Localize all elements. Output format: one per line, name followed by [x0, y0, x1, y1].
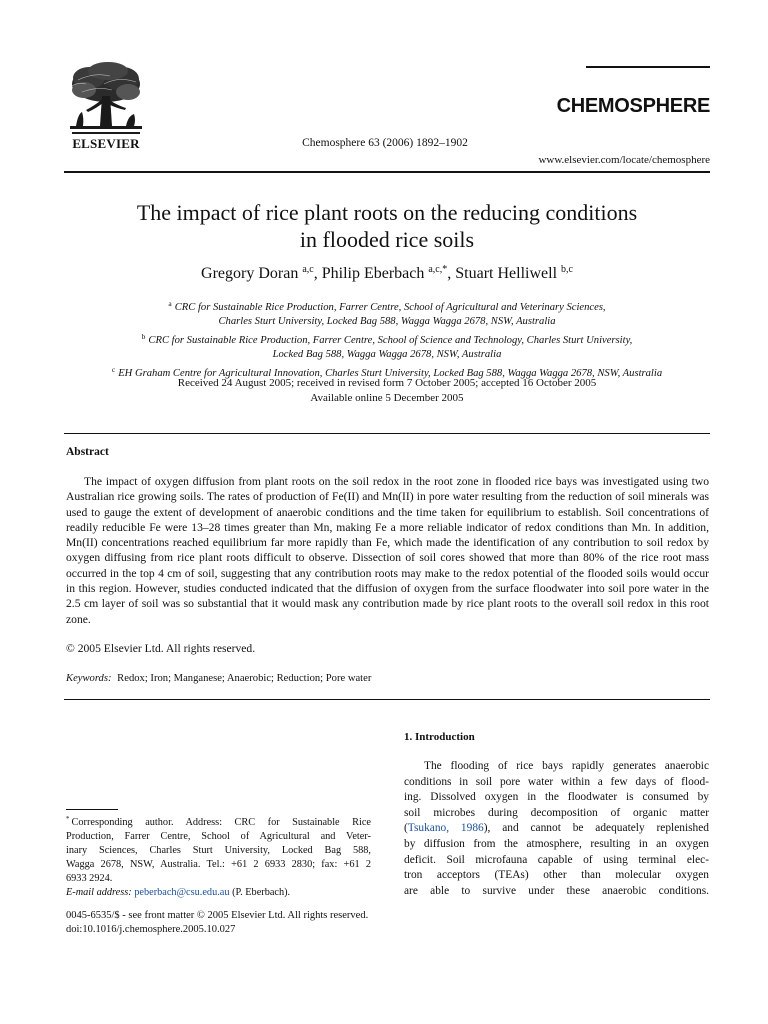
- affiliation-line: [40, 297, 734, 315]
- author-name: Philip Eberbach: [321, 265, 425, 282]
- author-list: [64, 264, 710, 283]
- issn-line: 0045-6535/$ - see front matter © 2005 Elsevier Ltd. All rights reserved.: [66, 910, 369, 921]
- affiliation-mark: a: [168, 299, 172, 308]
- footnote-line: inary Sciences, Charles Sturt University, Locked Bag 588,: [66, 845, 371, 857]
- abstract-copyright: © 2005 Elsevier Ltd. All rights reserved.: [66, 642, 256, 655]
- journal-name-rule: [586, 66, 710, 68]
- abstract-body: [66, 474, 709, 627]
- author-name: Stuart Helliwell: [455, 265, 558, 282]
- author-separator: ,: [313, 265, 322, 282]
- journal-name: CHEMOSPHERE: [556, 95, 710, 117]
- affiliation-text: Locked Bag 588, Wagga Wagga 2678, NSW, Australia: [272, 349, 502, 361]
- footnote-email-line: [66, 886, 371, 900]
- text-line: tron acceptors (TEAs) other than molecular oxygen: [404, 869, 709, 882]
- affiliations: [40, 297, 734, 381]
- keywords: [66, 673, 371, 684]
- affiliation-text: CRC for Sustainable Rice Production, Farrer Centre, School of Science and Technology, Charles Sturt University,: [148, 334, 633, 346]
- affiliation-text: CRC for Sustainable Rice Production, Farrer Centre, School of Agricultural and Veterinary Sciences,: [174, 302, 606, 313]
- history-line: Received 24 August 2005; received in revised form 7 October 2005; accepted 16 October 2005: [177, 377, 597, 389]
- title-line: in flooded rice soils: [299, 227, 475, 252]
- abstract-top-rule: [64, 433, 710, 434]
- title-line: The impact of rice plant roots on the reducing conditions: [136, 200, 638, 225]
- author-separator: ,: [447, 265, 456, 282]
- citation-link[interactable]: Tsukano, 1986: [407, 822, 484, 835]
- text-line: are able to survive under these anaerobic conditions.: [404, 884, 709, 897]
- author-affiliation-marks: b,c: [561, 264, 573, 275]
- article-history: [64, 376, 710, 405]
- author-affiliation-marks: a,c,*: [428, 264, 448, 275]
- affiliation-line: [40, 348, 734, 362]
- text-line: [404, 821, 709, 837]
- affiliation-text: Charles Sturt University, Locked Bag 588, Wagga Wagga 2678, NSW, Australia: [218, 316, 556, 328]
- email-link[interactable]: peberbach@csu.edu.au: [134, 887, 230, 899]
- corresponding-author-footnote: [66, 812, 371, 901]
- affiliation-mark: b: [141, 331, 146, 341]
- abstract-bottom-rule: [64, 699, 710, 700]
- header-divider: [64, 171, 710, 173]
- footnote-line: Wagga 2678, NSW, Australia. Tel.: +61 2 6933 2830; fax: +61 2: [66, 859, 371, 871]
- abstract-paragraph: The impact of oxygen diffusion from plant roots on the soil redox in the root zone in flooded rice bays was investigated using two Australian rice growing soils. The rates of production of Fe(II) and Mn(II) in pore water resulting from the reduction of soil minerals was used to gauge the extent of development of anaerobic conditions and the time taken for equilibrium to establish. Soil concentrations of readily reducible Fe were 13–28 times greater than Mn, making Fe a more reliable indicator of redox conditions than Mn. In addition, Mn(II) concentrations reached equilibrium far more rapidly than Fe, which made the identification of any contribution to soil redox by oxygen diffusing from rice plant roots difficult to observe. Dissection of soil cores showed that more than 80% of the rice root mass occurred in the top 4 cm of soil, suggesting that any contribution roots may make to the redox potential of the flooded soils would occur in this region. However, studies conducted indicated that the diffusion of oxygen from the surface floodwater into soil pore water in the 2.5 cm layer of soil was so substantial that it would mask any contribution made by rice plant roots to the overall soil redox in this root zone.: [66, 475, 709, 626]
- footnote-line: 6933 2924.: [66, 873, 113, 885]
- keywords-list: Redox; Iron; Manganese; Anaerobic; Reduction; Pore water: [117, 673, 372, 684]
- footnote-text: Corresponding author. Address: CRC for Sustainable Rice: [71, 817, 371, 828]
- text-line: by diffusion from the atmosphere, resulting in an oxygen: [404, 837, 709, 850]
- introduction-text: [404, 759, 709, 899]
- text-fragment: ), and cannot be adequately replenished: [483, 822, 709, 835]
- affiliation-mark: c: [111, 364, 116, 374]
- author-name: Gregory Doran: [201, 265, 299, 282]
- email-label: E-mail address:: [66, 887, 132, 899]
- text-fragment: (: [404, 822, 408, 835]
- journal-url-link[interactable]: www.elsevier.com/locate/chemosphere: [538, 154, 710, 166]
- text-line: soil microbes during decomposition of organic matter: [404, 806, 709, 819]
- journal-citation: Chemosphere 63 (2006) 1892–1902: [302, 137, 468, 149]
- footnote-mark: *: [66, 815, 70, 823]
- keywords-label: Keywords:: [66, 673, 112, 684]
- text-line: conditions in soil pore water within a few days of flood-: [404, 775, 709, 788]
- footnote-rule: [66, 809, 118, 810]
- affiliation-line: [40, 330, 734, 348]
- abstract-heading: Abstract: [66, 446, 109, 458]
- text-line: ing. Dissolved oxygen in the floodwater is consumed by: [404, 791, 709, 804]
- text-line: The flooding of rice bays rapidly generates anaerobic: [424, 760, 709, 772]
- publisher-name: ELSEVIER: [72, 136, 140, 151]
- footnote-line: Production, Farrer Centre, School of Agricultural and Veter-: [66, 831, 371, 843]
- doi-line: doi:10.1016/j.chemosphere.2005.10.027: [66, 924, 236, 935]
- text-line: deficit. Soil microfauna capable of using terminal elec-: [404, 853, 709, 866]
- section-heading: 1. Introduction: [404, 731, 475, 743]
- author-affiliation-marks: a,c: [302, 264, 314, 275]
- footnote-line: [66, 812, 371, 830]
- email-suffix: (P. Eberbach).: [229, 887, 291, 899]
- history-line: Available online 5 December 2005: [310, 391, 464, 404]
- article-title: [64, 199, 710, 253]
- affiliation-line: [40, 315, 734, 329]
- affiliation-text: EH Graham Centre for Agricultural Innovation, Charles Sturt University, Locked Bag 588, Wagga Wagga 2678, NSW, Australia: [118, 367, 663, 379]
